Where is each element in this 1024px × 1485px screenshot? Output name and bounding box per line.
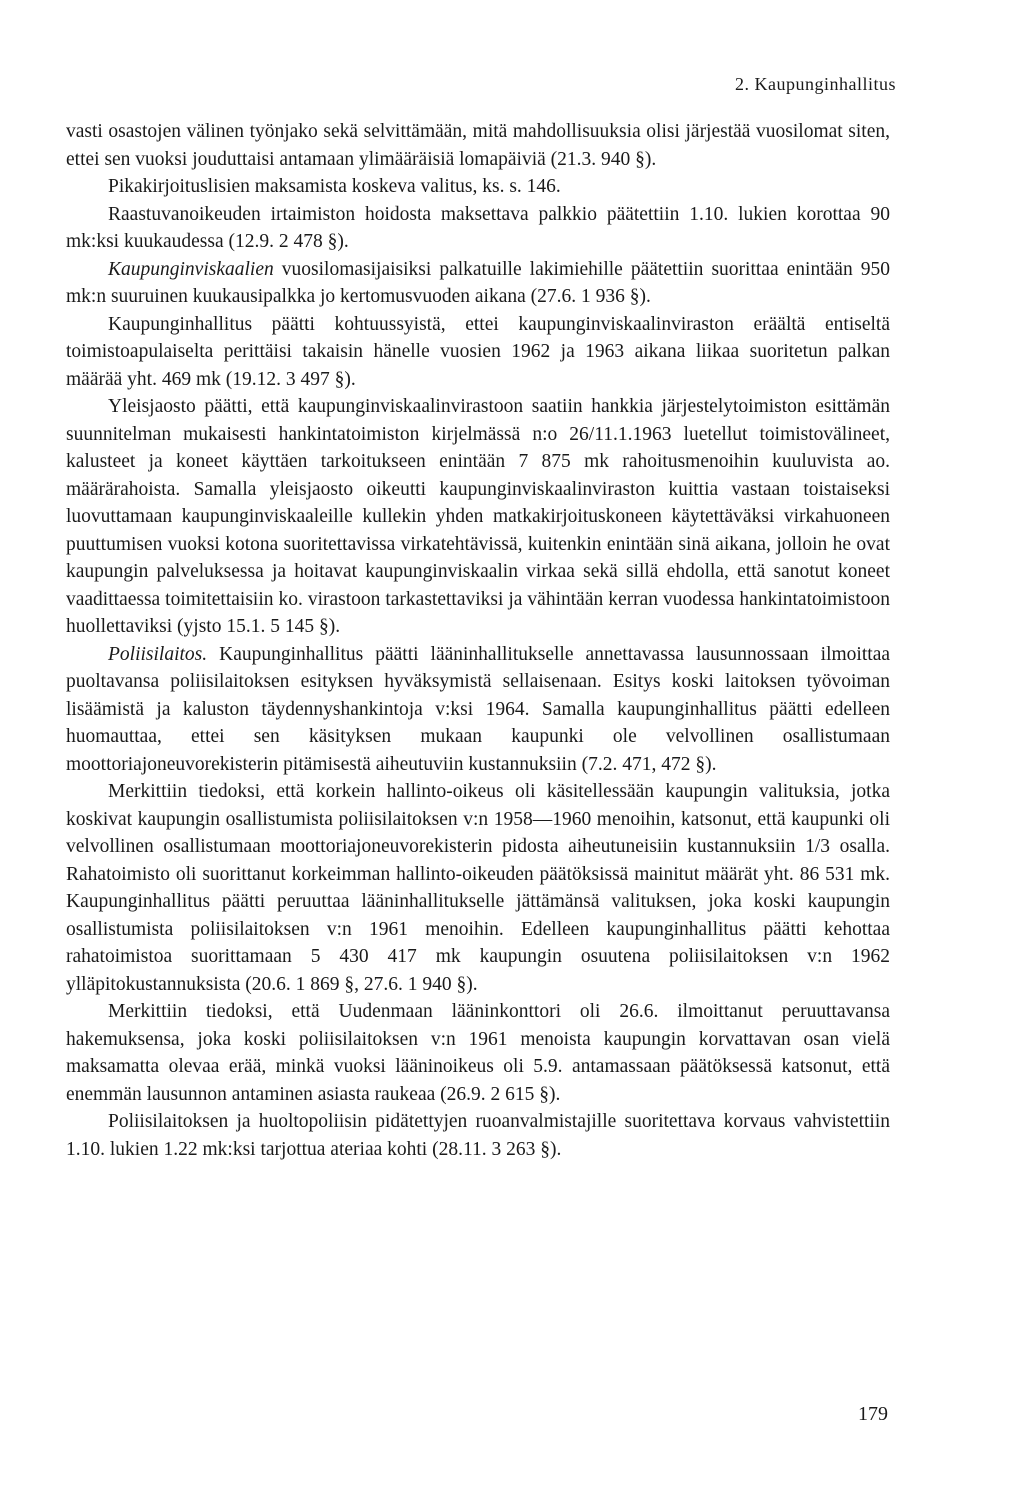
paragraph-lead: Kaupunginviskaalien bbox=[108, 258, 274, 280]
page-number: 179 bbox=[858, 1403, 888, 1425]
body-text bbox=[66, 118, 890, 1163]
paragraph: Merkittiin tiedoksi, että korkein hallinto-oikeus oli käsitellessään kaupungin valituksia, jotka koskivat kaupungin osallistumista poliisilaitoksen v:n 1958—1960 menoihin, katsonut, että kaupunki oli velvollinen osallistumaan moottoriajoneuvorekisterin pidosta aiheutuneisiin kustannuksiin 1/3 osalla. Rahatoimisto oli suorittanut korkeimman hallinto-oikeuden päätöksissä mainitut määrät yht. 86 531 mk. Kaupunginhallitus päätti peruuttaa lääninhallitukselle jättämänsä valituksen, joka koski kaupungin osallistumista poliisilaitoksen v:n 1961 menoihin. Edelleen kaupunginhallitus päätti kehottaa rahatoimistoa suorittamaan 5 430 417 mk kaupungin osuutena poliisilaitoksen v:n 1962 ylläpitokustannuksista (20.6. 1 869 §, 27.6. 1 940 §). bbox=[66, 781, 890, 995]
paragraph: Kaupunginviskaalien vuosilomasijaisiksi palkatuille lakimiehille päätettiin suorittaa enintään 950 mk:n suuruinen kuukausipalkka jo kertomusvuoden aikana (27.6. 1 936 §). bbox=[66, 258, 890, 307]
paragraph: Merkittiin tiedoksi, että Uudenmaan lääninkonttori oli 26.6. ilmoittanut peruuttavansa hakemuksensa, joka koski poliisilaitoksen v:n 1961 menoista kaupungin korvattavan osan vielä maksamatta olevaa erää, minkä vuoksi lääninoikeus oli 5.9. antamassaan päätöksessä katsonut, että enemmän lausunnon antaminen asiasta raukeaa (26.9. 2 615 §). bbox=[66, 1001, 890, 1105]
paragraph: Raastuvanoikeuden irtaimiston hoidosta maksettava palkkio päätettiin 1.10. lukien korottaa 90 mk:ksi kuukaudessa (12.9. 2 478 §). bbox=[66, 203, 890, 252]
paragraph-lead: Poliisilaitos. bbox=[108, 643, 208, 665]
paragraph: Poliisilaitoksen ja huoltopoliisin pidätettyjen ruoanvalmistajille suoritettava korvaus vahvistettiin 1.10. lukien 1.22 mk:ksi tarjottua ateriaa kohti (28.11. 3 263 §). bbox=[66, 1111, 890, 1160]
paragraph: Yleisjaosto päätti, että kaupunginviskaalinvirastoon saatiin hankkia järjestelytoimiston esittämän suunnitelman mukaisesti hankintatoimiston kirjelmässä n:o 26/11.1.1963 luetellut toimistovälineet, kalusteet ja koneet käyttäen tarkoitukseen enintään 7 875 mk rahoitusmenoihin kuuluvista ao. määrärahoista. Samalla yleisjaosto oikeutti kaupunginviskaalinviraston kuittia vastaan toistaiseksi luovuttamaan kaupunginviskaaleille kullekin yhden matkakirjoituskoneen käytettäväksi virkahuoneen puuttumisen vuoksi kotona suoritettavissa virkatehtävissä, kuitenkin enintään sinä aikana, jolloin he ovat kaupungin palveluksessa ja hoitavat kaupunginviskaalin virkaa sekä sillä ehdolla, että sanotut koneet vaadittaessa toimitettaisiin ko. virastoon tarkastettaviksi ja vähintään kerran vuodessa hankintatoimistoon huollettaviksi (yjsto 15.1. 5 145 §). bbox=[66, 396, 890, 637]
running-head: 2. Kaupunginhallitus bbox=[735, 74, 896, 94]
paragraph: Kaupunginhallitus päätti kohtuussyistä, ettei kaupunginviskaalinviraston eräältä entiseltä toimistoapulaiselta perittäisi takaisin hänelle vuosien 1962 ja 1963 aikana liikaa suoritetun palkan määrää yht. 469 mk (19.12. 3 497 §). bbox=[66, 313, 890, 390]
paragraph: Pikakirjoituslisien maksamista koskeva valitus, ks. s. 146. bbox=[108, 176, 561, 197]
paragraph: vasti osastojen välinen työnjako sekä selvittämään, mitä mahdollisuuksia olisi järjestää vuosilomat siten, ettei sen vuoksi jouduttaisi antamaan ylimääräisiä lomapäiviä (21.3. 940 §). bbox=[66, 121, 890, 170]
paragraph: Poliisilaitos. Kaupunginhallitus päätti lääninhallitukselle annettavassa lausunnossaan ilmoittaa puoltavansa poliisilaitoksen esityksen hyväksymistä sellaisenaan. Esitys koski laitoksen työvoiman lisäämistä ja kaluston täydennyshankintoja v:ksi 1964. Samalla kaupunginhallitus päätti edelleen huomauttaa, ettei sen käsityksen mukaan kaupunki ole velvollinen osallistumaan moottoriajoneuvorekisterin pitämisestä aiheutuviin kustannuksiin (7.2. 471, 472 §). bbox=[66, 643, 890, 775]
